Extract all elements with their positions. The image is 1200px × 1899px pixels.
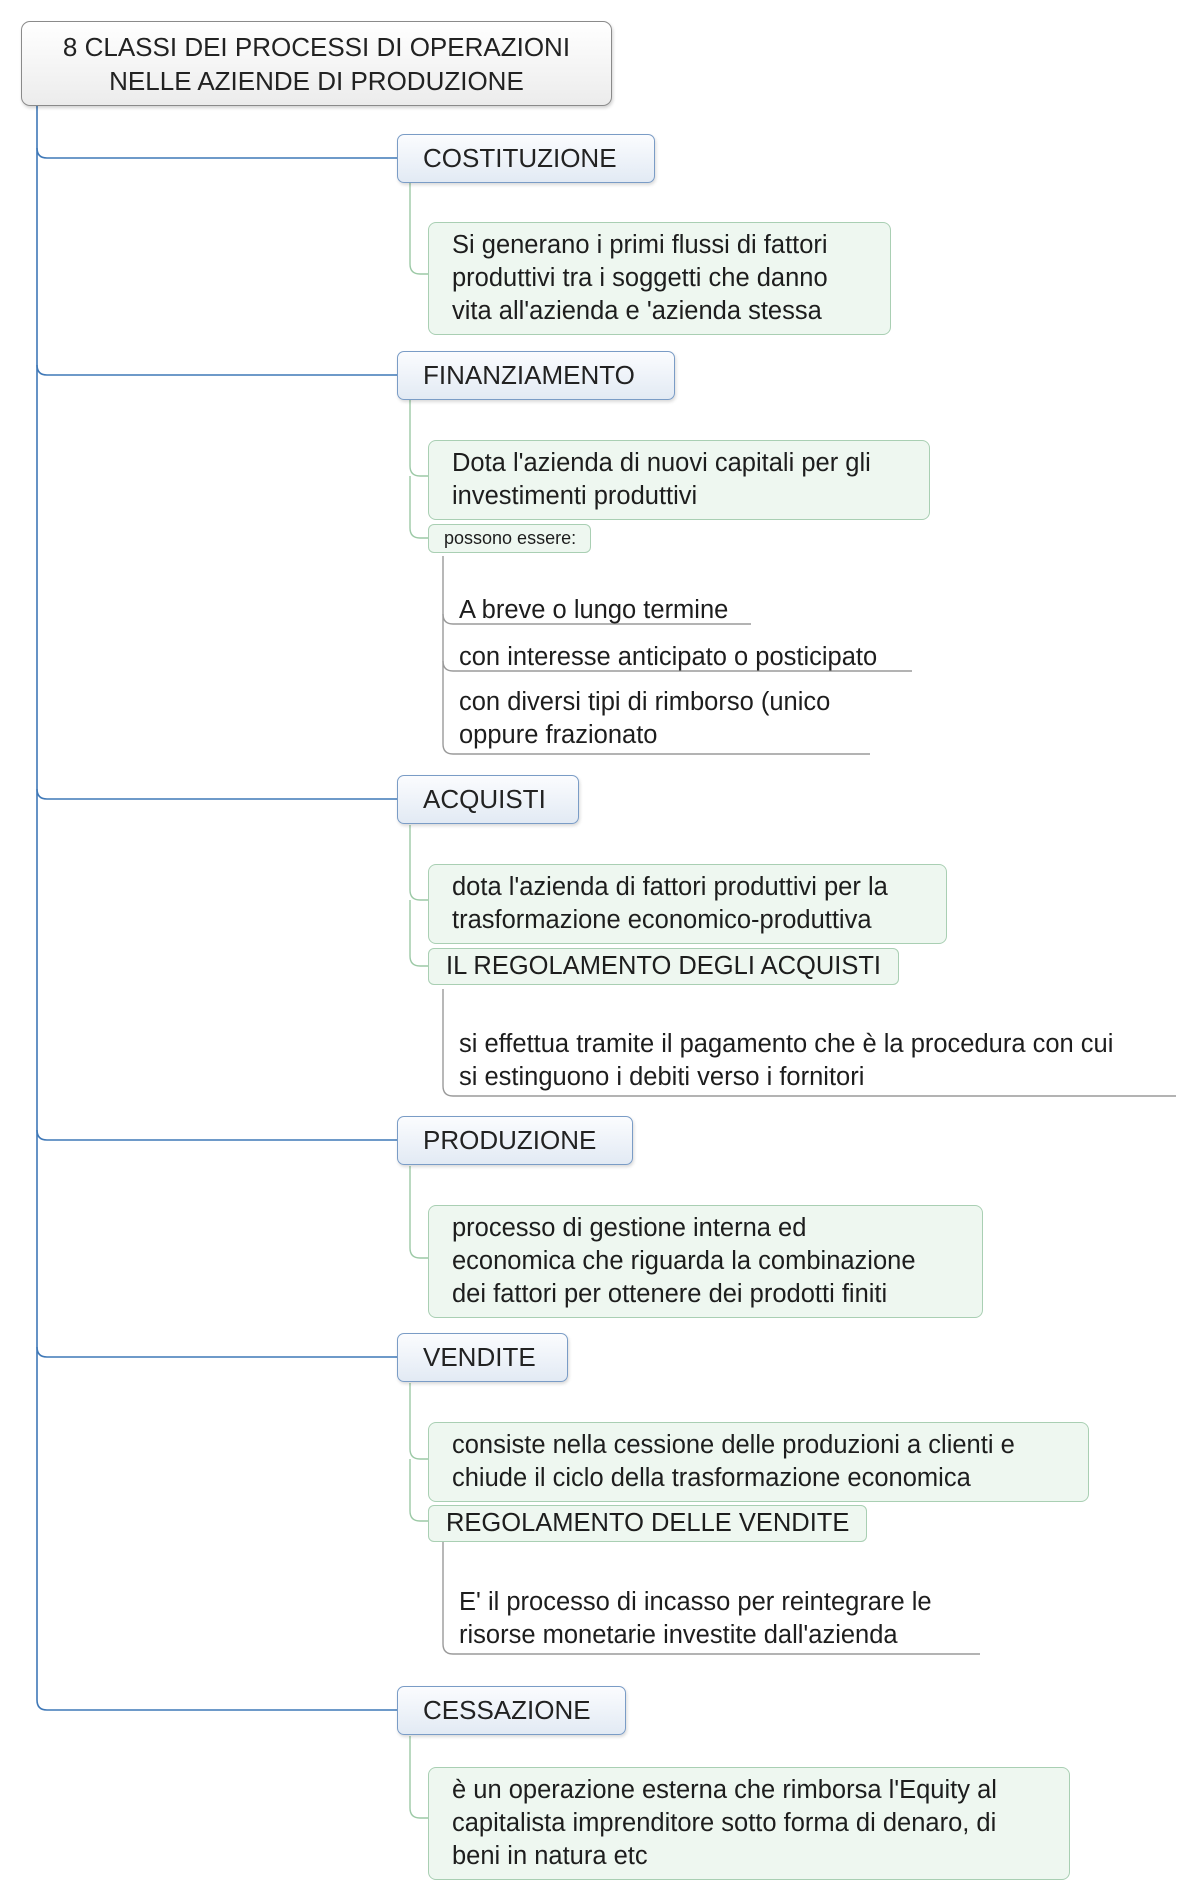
leaf-breve-lungo-termine[interactable] (446, 594, 732, 629)
note-line: trasformazione economico-produttiva (452, 906, 872, 934)
topic-cessazione[interactable] (397, 1686, 626, 1735)
note-finanziamento-description[interactable] (428, 440, 930, 520)
topic-acquisti[interactable] (397, 775, 579, 824)
label-text: IL REGOLAMENTO DEGLI ACQUISTI (446, 952, 882, 980)
topic-finanziamento[interactable] (397, 351, 675, 400)
leaf-interesse[interactable] (446, 641, 881, 676)
note-vendite-description[interactable] (428, 1422, 1089, 1502)
label-text: REGOLAMENTO DELLE VENDITE (446, 1509, 850, 1537)
note-connector (410, 476, 428, 538)
note-line: Dota l'azienda di nuovi capitali per gli (452, 449, 871, 477)
leaf-line: A breve o lungo termine (459, 596, 729, 624)
topic-produzione[interactable] (397, 1116, 633, 1165)
label-regolamento-vendite[interactable] (428, 1505, 867, 1542)
note-connector (410, 1166, 428, 1258)
branch-connector (37, 148, 400, 158)
topic-costituzione[interactable] (397, 134, 655, 183)
topic-title: CESSAZIONE (423, 1695, 591, 1725)
note-connector (410, 183, 428, 274)
label-possono-essere[interactable] (428, 524, 591, 553)
topic-title: PRODUZIONE (423, 1125, 597, 1155)
note-line: capitalista imprenditore sotto forma di denaro, di (452, 1809, 997, 1837)
note-line: beni in natura etc (452, 1842, 648, 1870)
root-title-line-2: NELLE AZIENDE DI PRODUZIONE (109, 65, 524, 96)
note-connector (410, 400, 428, 476)
root-topic[interactable] (21, 21, 612, 106)
topic-title: VENDITE (423, 1342, 536, 1372)
branch-connector (37, 789, 400, 799)
leaf-rimborso[interactable] (446, 686, 834, 754)
topic-title: COSTITUZIONE (423, 143, 617, 173)
leaf-line: si effettua tramite il pagamento che è la procedura con cui (459, 1030, 1114, 1058)
note-line: è un operazione esterna che rimborsa l'Equity al (452, 1776, 997, 1804)
note-line: economica che riguarda la combinazione (452, 1247, 916, 1275)
note-connector (410, 900, 428, 966)
leaf-pagamento[interactable] (446, 1028, 1117, 1096)
note-acquisti-description[interactable] (428, 864, 947, 944)
note-connector (410, 1736, 428, 1818)
leaf-line: con interesse anticipato o posticipato (459, 643, 878, 671)
note-line: dota l'azienda di fattori produttivi per la (452, 873, 888, 901)
note-line: chiude il ciclo della trasformazione economica (452, 1464, 971, 1492)
label-text: possono essere: (444, 528, 577, 548)
topic-vendite[interactable] (397, 1333, 568, 1382)
branch-connector (37, 1347, 400, 1357)
note-line: vita all'azienda e 'azienda stessa (452, 297, 822, 325)
note-connector (410, 1459, 428, 1521)
branch-connector (37, 365, 400, 375)
note-line: dei fattori per ottenere dei prodotti finiti (452, 1280, 888, 1308)
note-line: consiste nella cessione delle produzioni a clienti e (452, 1431, 1015, 1459)
leaf-line: con diversi tipi di rimborso (unico (459, 688, 831, 716)
note-line: processo di gestione interna ed (452, 1214, 807, 1242)
note-connector (410, 1383, 428, 1459)
leaf-line: risorse monetarie investite dall'azienda (459, 1621, 898, 1649)
note-line: Si generano i primi flussi di fattori (452, 231, 828, 259)
note-costituzione-description[interactable] (428, 222, 891, 335)
leaf-line: oppure frazionato (459, 721, 658, 749)
note-cessazione-description[interactable] (428, 1767, 1070, 1880)
root-title-line-1: 8 CLASSI DEI PROCESSI DI OPERAZIONI (62, 31, 571, 62)
leaf-incasso[interactable] (446, 1586, 936, 1654)
branch-connector (37, 1130, 400, 1140)
note-produzione-description[interactable] (428, 1205, 983, 1318)
topic-title: FINANZIAMENTO (423, 360, 635, 390)
note-line: investimenti produttivi (452, 482, 698, 510)
leaf-line: si estinguono i debiti verso i fornitori (459, 1063, 865, 1091)
note-connector (410, 825, 428, 900)
topic-title: ACQUISTI (423, 784, 546, 814)
leaf-line: E' il processo di incasso per reintegrare le (459, 1588, 932, 1616)
trunk-connector (37, 106, 400, 1710)
label-regolamento-acquisti[interactable] (428, 948, 899, 985)
note-line: produttivi tra i soggetti che danno (452, 264, 828, 292)
